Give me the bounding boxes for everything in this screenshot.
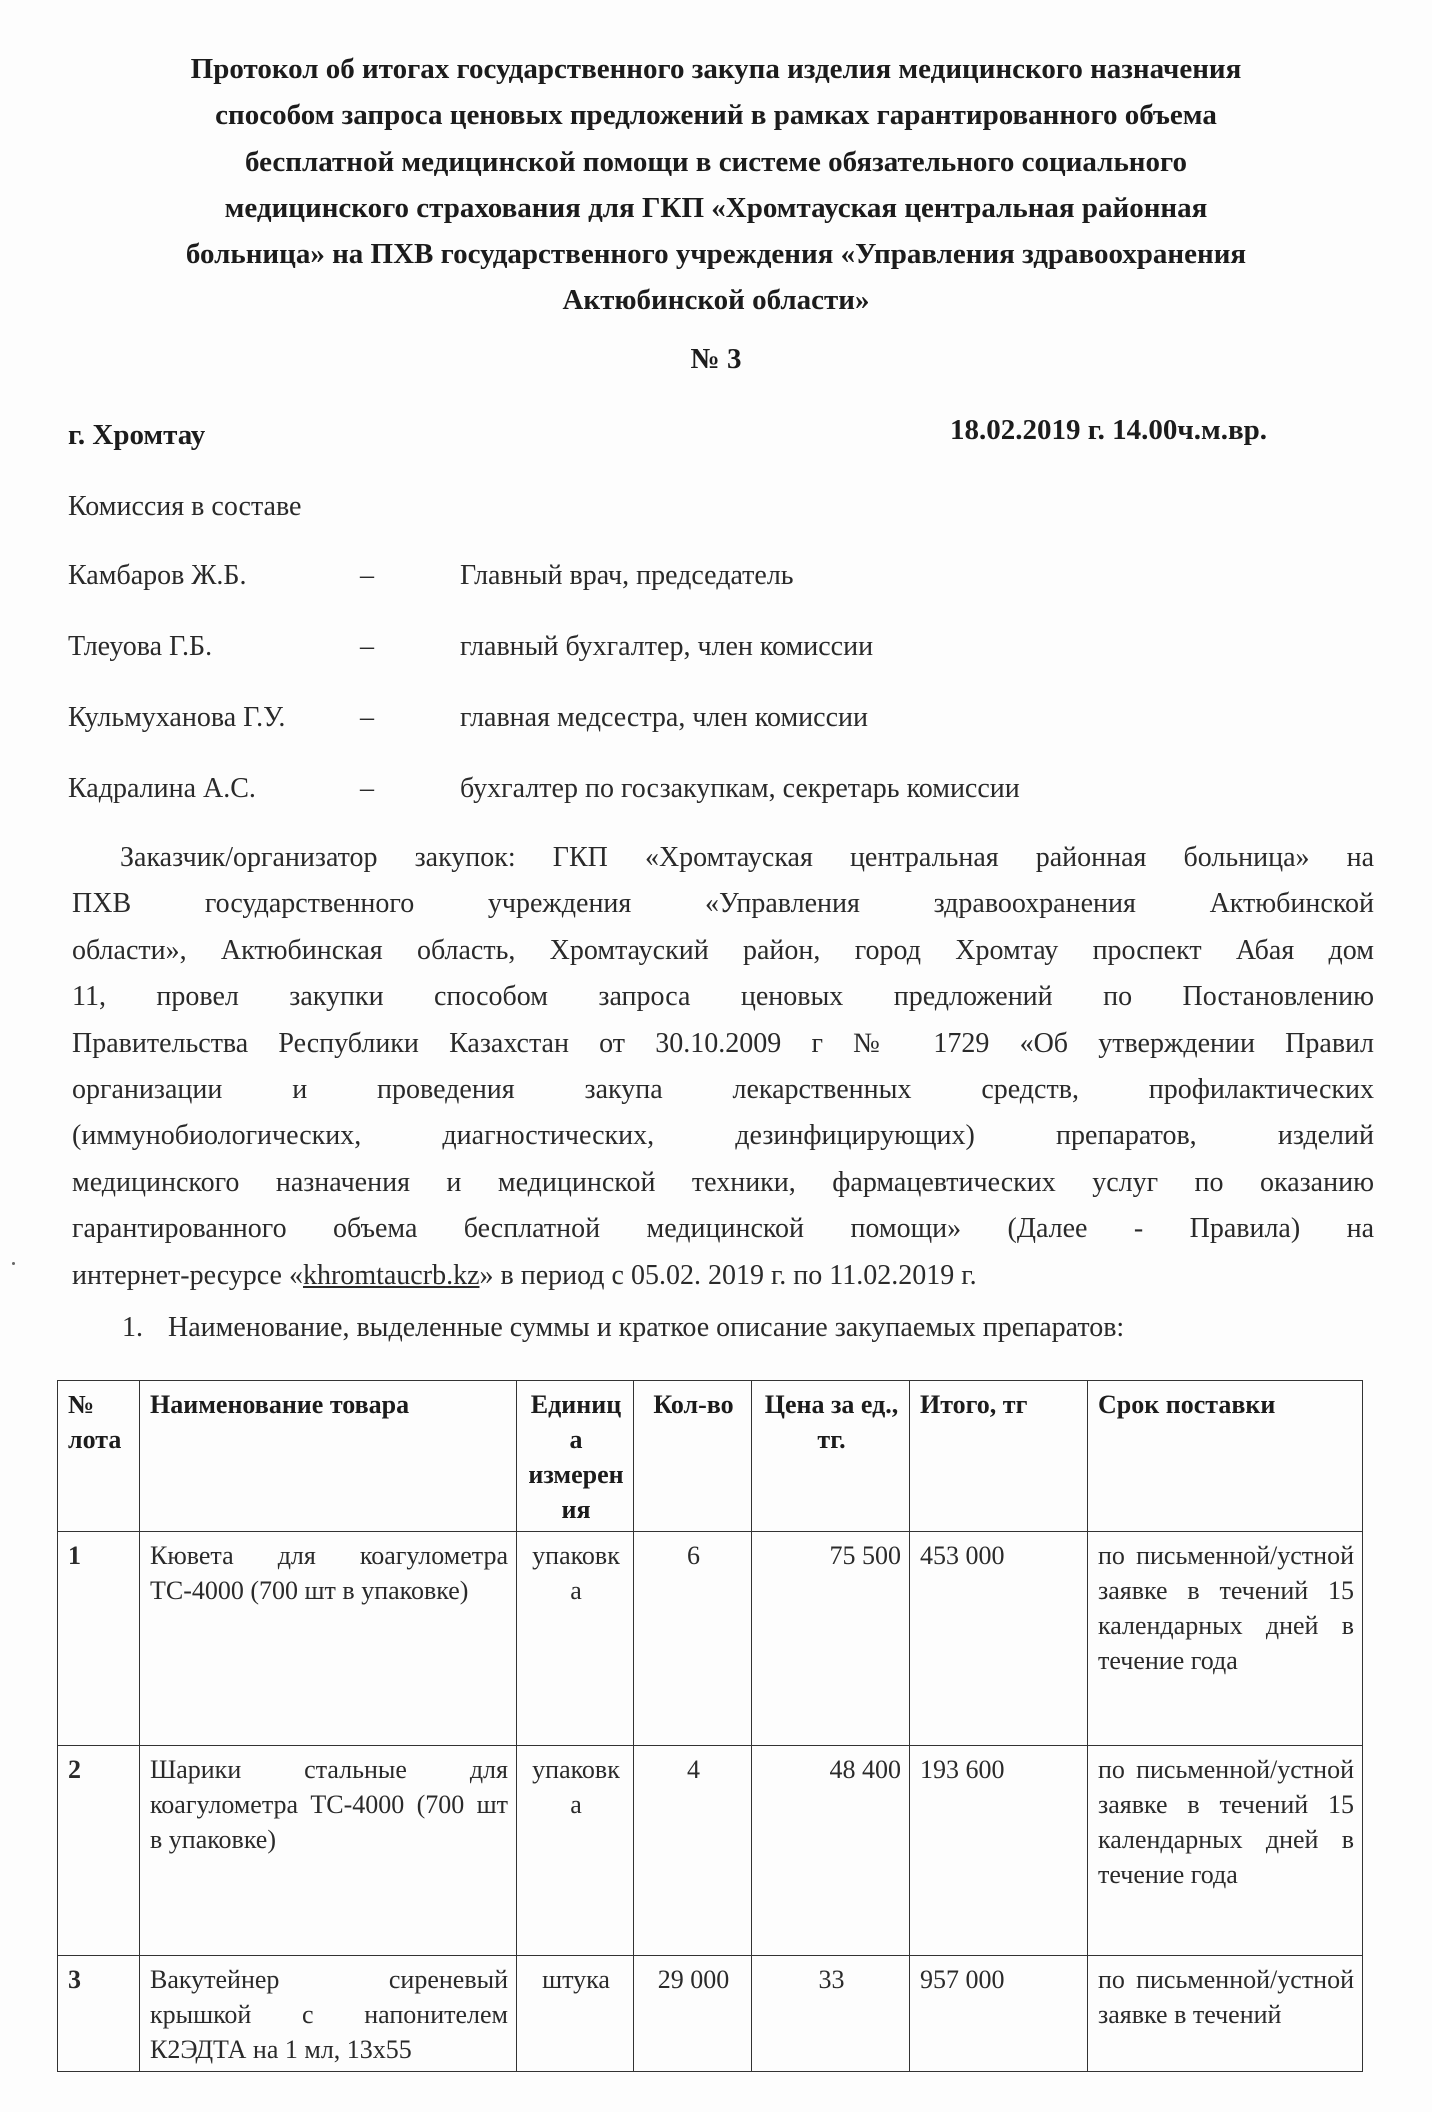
cell-total: 193 600 (910, 1746, 1088, 1956)
cell-lot: 2 (58, 1746, 140, 1956)
cell-quantity: 4 (634, 1746, 752, 1956)
header-delivery-term: Срок поставки (1088, 1381, 1363, 1532)
cell-name: Вакутейнер сиреневый крышкой с напонителем К2ЭДТА на 1 мл, 13х55 (140, 1956, 517, 2072)
paragraph-line: медицинского назначения и медицинской техники, фармацевтических услуг по оказанию (72, 1166, 1374, 1198)
table-header-row (58, 1381, 1363, 1532)
commission-label: Комиссия в составе (68, 491, 302, 522)
paragraph-line: Заказчик/организатор закупок: ГКП «Хромтауская центральная районная больница» на (120, 842, 1374, 873)
paragraph-line: ПХВ государственного учреждения «Управления здравоохранения Актюбинской (72, 888, 1374, 920)
paragraph-line: (иммунобиологических, диагностических, дезинфицирующих) препаратов, изделий (72, 1120, 1374, 1152)
title-line: Протокол об итогах государственного закупа изделия медицинского назначения (190, 53, 1242, 85)
commission-member (68, 631, 1368, 671)
member-role: Главный врач, председатель (460, 560, 794, 591)
procurement-paragraph (72, 835, 1374, 1299)
member-name: Тлеуова Г.Б. (68, 631, 213, 662)
cell-total: 957 000 (910, 1956, 1088, 2072)
header-unit: Единица измерения (517, 1381, 634, 1532)
title-line: бесплатной медицинской помощи в системе обязательного социального (245, 145, 1187, 178)
member-role: главный бухгалтер, член комиссии (460, 631, 874, 662)
cell-name: Кювета для коагулометра ТС-4000 (700 шт в упаковке) (140, 1532, 517, 1746)
table-row (58, 1956, 1363, 2072)
section-number: 1. (122, 1312, 143, 1343)
text: интернет-ресурсе « (72, 1259, 303, 1291)
header-total: Итого, тг (910, 1381, 1088, 1532)
paragraph-line: организации и проведения закупа лекарственных средств, профилактических (72, 1073, 1374, 1105)
website-link[interactable]: khromtaucrb.kz (303, 1259, 480, 1291)
member-name: Кадралина А.С. (68, 773, 256, 804)
member-name: Камбаров Ж.Б. (68, 560, 247, 591)
header-lot-number: № лота (58, 1381, 140, 1532)
paragraph-line: Правительства Республики Казахстан от 30.10.2009 г № 1729 «Об утверждении Правил (72, 1027, 1374, 1059)
cell-delivery: по письменной/устной заявке в течений 15 календарных дней в течение года (1088, 1532, 1363, 1746)
date-time: 18.02.2019 г. 14.00ч.м.вр. (950, 414, 1268, 446)
member-role: главная медсестра, член комиссии (460, 702, 868, 733)
document-title (60, 46, 1372, 324)
member-dash: – (360, 631, 374, 662)
section-heading (122, 1312, 1124, 1344)
cell-delivery: по письменной/устной заявке в течений (1088, 1956, 1363, 2072)
cell-lot: 1 (58, 1532, 140, 1746)
items-table (57, 1380, 1363, 2072)
scan-artifact-dot (12, 1262, 15, 1265)
cell-unit: упаковка (517, 1532, 634, 1746)
member-name: Кульмуханова Г.У. (68, 702, 286, 733)
protocol-number: № 3 (690, 343, 742, 375)
title-line: медицинского страхования для ГКП «Хромтауская центральная районная (224, 191, 1208, 224)
cell-total: 453 000 (910, 1532, 1088, 1746)
cell-price: 33 (752, 1956, 910, 2072)
text: » в период с 05.02. 2019 г. по 11.02.2019 г. (479, 1259, 977, 1291)
cell-lot: 3 (58, 1956, 140, 2072)
cell-name: Шарики стальные для коагулометра ТС-4000 (700 шт в упаковке) (140, 1746, 517, 1956)
cell-unit: штука (517, 1956, 634, 2072)
cell-unit: упаковка (517, 1746, 634, 1956)
member-dash: – (360, 560, 374, 591)
section-title: Наименование, выделенные суммы и краткое описание закупаемых препаратов: (168, 1312, 1125, 1343)
member-role: бухгалтер по госзакупкам, секретарь комиссии (460, 773, 1020, 804)
member-dash: – (360, 702, 374, 733)
paragraph-line: области», Актюбинская область, Хромтауский район, город Хромтау проспект Абая дом (72, 934, 1374, 966)
commission-member (68, 773, 1368, 813)
title-line: способом запроса ценовых предложений в рамках гарантированного объема (215, 99, 1217, 132)
member-dash: – (360, 773, 374, 804)
cell-quantity: 29 000 (634, 1956, 752, 2072)
title-line: Актюбинской области» (562, 284, 870, 317)
city: г. Хромтау (68, 419, 206, 451)
cell-quantity: 6 (634, 1532, 752, 1746)
cell-price: 48 400 (752, 1746, 910, 1956)
header-quantity: Кол-во (634, 1381, 752, 1532)
cell-delivery: по письменной/устной заявке в течений 15 календарных дней в течение года (1088, 1746, 1363, 1956)
title-line: больница» на ПХВ государственного учреждения «Управления здравоохранения (185, 238, 1247, 271)
paragraph-line: гарантированного объема бесплатной медицинской помощи» (Далее - Правила) на (72, 1213, 1374, 1245)
commission-member (68, 560, 1368, 600)
table-row (58, 1532, 1363, 1746)
paragraph-line (72, 1253, 1374, 1299)
header-item-name: Наименование товара (140, 1381, 517, 1532)
table-row (58, 1746, 1363, 1956)
cell-price: 75 500 (752, 1532, 910, 1746)
commission-member (68, 702, 1368, 742)
paragraph-line: 11, провел закупки способом запроса ценовых предложений по Постановлению (72, 981, 1374, 1013)
header-unit-price: Цена за ед., тг. (752, 1381, 910, 1532)
